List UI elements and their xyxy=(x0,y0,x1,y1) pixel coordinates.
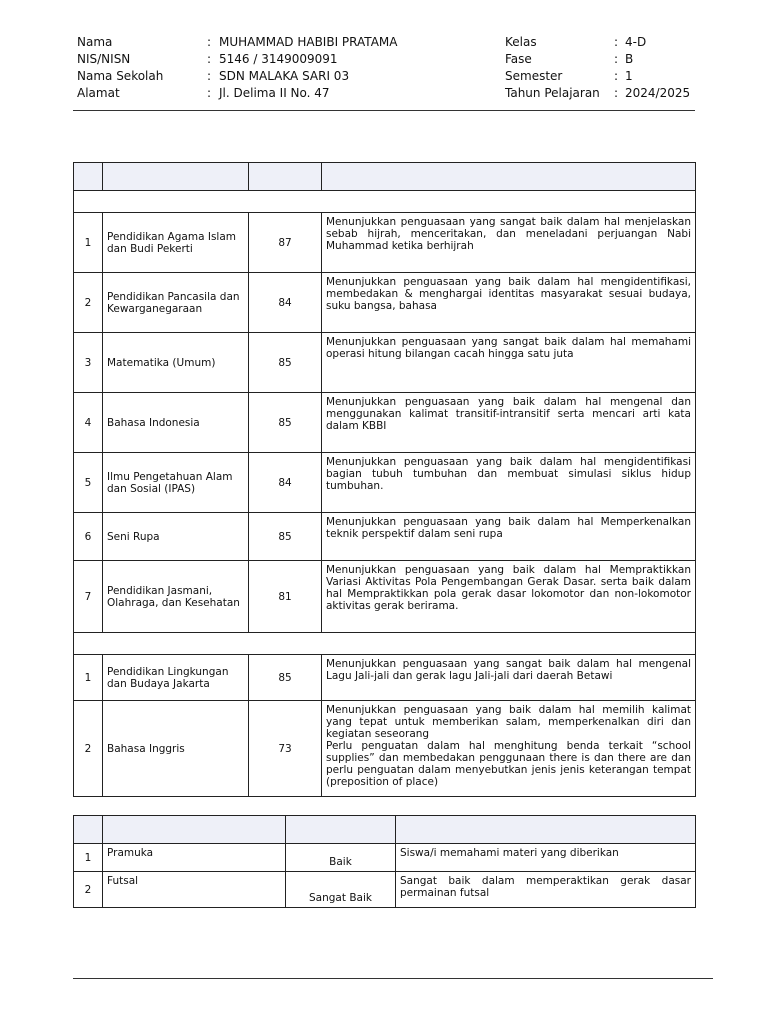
footer-divider xyxy=(73,978,713,979)
table-row xyxy=(74,561,696,633)
subject-name: Ilmu Pengetahuan Alam dan Sosial (IPAS) xyxy=(103,453,249,513)
row-number: 7 xyxy=(74,561,103,633)
competency-description: Menunjukkan penguasaan yang baik dalam hal mengenal dan menggunakan kalimat transitif-intransitif serta mencari arti kata dalam KBBI xyxy=(322,393,696,453)
class-label: Kelas xyxy=(505,35,537,49)
score: 87 xyxy=(249,213,322,273)
table-row xyxy=(74,213,696,273)
competency-description: Menunjukkan penguasaan yang sangat baik dalam hal menjelaskan sebab hijrah, menceritakan, dan meneladani perjuangan Nabi Muhammad ketika berhijrah xyxy=(322,213,696,273)
school-label: Nama Sekolah xyxy=(77,69,164,83)
score: 85 xyxy=(249,513,322,561)
identity-row xyxy=(77,68,697,85)
activity-name: Pramuka xyxy=(103,844,286,872)
subject-name: Pendidikan Pancasila dan Kewarganegaraan xyxy=(103,273,249,333)
grades-table xyxy=(73,162,696,797)
competency-description: Menunjukkan penguasaan yang baik dalam hal memilih kalimat yang tepat untuk memberikan salam, memperkenalkan diri dan kegiatan seseorang Perlu penguatan dalam hal menghitung benda terkait “school supplies” dan membedakan penggunaan there is dan there are dan perlu penguatan dalam menyebutkan jenis jenis keterangan tempat (preposition of place) xyxy=(322,701,696,797)
semester-value: 1 xyxy=(625,69,633,83)
score: 73 xyxy=(249,701,322,797)
row-number: 2 xyxy=(74,872,103,908)
phase-label: Fase xyxy=(505,52,532,66)
subject-name: Matematika (Umum) xyxy=(103,333,249,393)
row-number: 2 xyxy=(74,701,103,797)
header-cell-no xyxy=(74,163,103,191)
table-header-row xyxy=(74,163,696,191)
row-number: 4 xyxy=(74,393,103,453)
header-cell-subject xyxy=(103,163,249,191)
row-number: 3 xyxy=(74,333,103,393)
row-number: 2 xyxy=(74,273,103,333)
colon: : xyxy=(207,69,212,83)
header-cell-no xyxy=(74,816,103,844)
colon: : xyxy=(207,52,212,66)
phase-value: B xyxy=(625,52,634,66)
header-cell-description xyxy=(396,816,696,844)
name-label: Nama xyxy=(77,35,113,49)
predicate: Sangat Baik xyxy=(286,872,396,908)
colon: : xyxy=(207,35,212,49)
score: 81 xyxy=(249,561,322,633)
nis-value: 5146 / 3149009091 xyxy=(219,52,338,66)
colon: : xyxy=(614,86,619,100)
header-cell-activity xyxy=(103,816,286,844)
table-row xyxy=(74,333,696,393)
colon: : xyxy=(614,52,619,66)
activity-description: Sangat baik dalam memperaktikan gerak dasar permainan futsal xyxy=(396,872,696,908)
row-number: 5 xyxy=(74,453,103,513)
competency-description: Menunjukkan penguasaan yang baik dalam hal Mempraktikkan Variasi Aktivitas Pola Pengembangan Gerak Dasar. serta baik dalam hal Mempraktikkan pola gerak dasar lokomotor dan non-lokomotor aktivitas gerak berirama. xyxy=(322,561,696,633)
competency-description: Menunjukkan penguasaan yang baik dalam hal mengidentifikasi bagian tubuh tumbuhan dan membuat simulasi siklus hidup tumbuhan. xyxy=(322,453,696,513)
table-row xyxy=(74,393,696,453)
school-value: SDN MALAKA SARI 03 xyxy=(219,69,350,83)
subject-name: Pendidikan Agama Islam dan Budi Pekerti xyxy=(103,213,249,273)
group-header-cell xyxy=(74,633,696,655)
table-row xyxy=(74,655,696,701)
identity-row xyxy=(77,85,697,102)
class-value: 4-D xyxy=(625,35,647,49)
address-label: Alamat xyxy=(77,86,120,100)
row-number: 1 xyxy=(74,844,103,872)
colon: : xyxy=(614,69,619,83)
school-year-label: Tahun Pelajaran xyxy=(505,86,600,100)
identity-row xyxy=(77,34,697,51)
subject-name: Seni Rupa xyxy=(103,513,249,561)
row-number: 6 xyxy=(74,513,103,561)
semester-label: Semester xyxy=(505,69,563,83)
student-name: MUHAMMAD HABIBI PRATAMA xyxy=(219,35,398,49)
table-header-row xyxy=(74,816,696,844)
predicate: Baik xyxy=(286,844,396,872)
group-a-header xyxy=(74,191,696,213)
table-row xyxy=(74,872,696,908)
table-row xyxy=(74,844,696,872)
header-divider xyxy=(73,110,695,111)
identity-row xyxy=(77,51,697,68)
table-row xyxy=(74,701,696,797)
table-row xyxy=(74,513,696,561)
address-value: Jl. Delima II No. 47 xyxy=(219,86,330,100)
nis-label: NIS/NISN xyxy=(77,52,131,66)
student-identity xyxy=(77,34,697,102)
colon: : xyxy=(614,35,619,49)
colon: : xyxy=(207,86,212,100)
row-number: 1 xyxy=(74,655,103,701)
header-cell-predicate xyxy=(286,816,396,844)
competency-description: Menunjukkan penguasaan yang baik dalam hal mengidentifikasi, membedakan & menghargai identitas masyarakat sesuai budaya, suku bangsa, bahasa xyxy=(322,273,696,333)
score: 85 xyxy=(249,393,322,453)
competency-description: Menunjukkan penguasaan yang sangat baik dalam hal memahami operasi hitung bilangan cacah hingga satu juta xyxy=(322,333,696,393)
competency-description: Menunjukkan penguasaan yang baik dalam hal Memperkenalkan teknik perspektif dalam seni rupa xyxy=(322,513,696,561)
subject-name: Bahasa Inggris xyxy=(103,701,249,797)
group-b-header xyxy=(74,633,696,655)
header-cell-score xyxy=(249,163,322,191)
table-row xyxy=(74,453,696,513)
score: 84 xyxy=(249,453,322,513)
competency-description: Menunjukkan penguasaan yang sangat baik dalam hal mengenal Lagu Jali-jali dan gerak lagu Jali-jali dari daerah Betawi xyxy=(322,655,696,701)
subject-name: Pendidikan Jasmani, Olahraga, dan Kesehatan xyxy=(103,561,249,633)
school-year-value: 2024/2025 xyxy=(625,86,691,100)
row-number: 1 xyxy=(74,213,103,273)
table-row xyxy=(74,273,696,333)
score: 85 xyxy=(249,655,322,701)
subject-name: Pendidikan Lingkungan dan Budaya Jakarta xyxy=(103,655,249,701)
header-cell-description xyxy=(322,163,696,191)
extracurricular-table xyxy=(73,815,696,908)
score: 84 xyxy=(249,273,322,333)
activity-description: Siswa/i memahami materi yang diberikan xyxy=(396,844,696,872)
group-header-cell xyxy=(74,191,696,213)
score: 85 xyxy=(249,333,322,393)
activity-name: Futsal xyxy=(103,872,286,908)
subject-name: Bahasa Indonesia xyxy=(103,393,249,453)
